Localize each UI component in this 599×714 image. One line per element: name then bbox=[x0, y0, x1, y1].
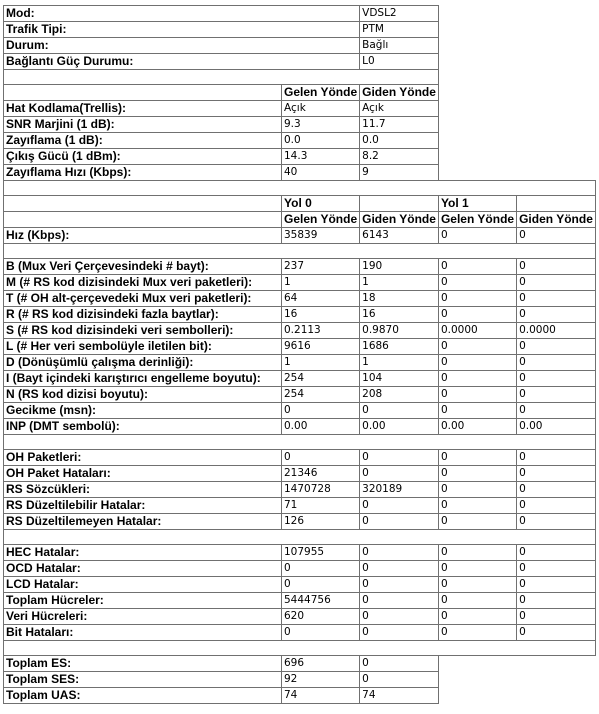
column-header-downstream: Gelen Yönde bbox=[282, 85, 360, 101]
error-counter-value: 0 bbox=[517, 482, 596, 498]
framing-param-row bbox=[4, 307, 596, 323]
spacer-cell bbox=[4, 181, 596, 196]
framing-param-value: 0 bbox=[438, 403, 516, 419]
line-param-label: Çıkış Gücü (1 dBm): bbox=[4, 149, 282, 165]
error-counter-row bbox=[4, 498, 596, 514]
framing-param-value: 1686 bbox=[360, 339, 439, 355]
atm-counter-value: 0 bbox=[360, 609, 439, 625]
framing-param-row bbox=[4, 259, 596, 275]
empty-cell bbox=[438, 6, 595, 22]
framing-param-value: 0 bbox=[438, 339, 516, 355]
empty-cell bbox=[438, 38, 595, 54]
empty-cell bbox=[438, 688, 595, 704]
framing-param-value: 0.0000 bbox=[517, 323, 596, 339]
line-header-row bbox=[4, 85, 596, 101]
line-param-value: 0.0 bbox=[360, 133, 439, 149]
atm-counter-label: Toplam Hücreler: bbox=[4, 593, 282, 609]
framing-param-value: 0.00 bbox=[360, 419, 439, 435]
error-counter-row bbox=[4, 450, 596, 466]
spacer-row bbox=[4, 530, 596, 545]
error-counter-value: 0 bbox=[438, 450, 516, 466]
empty-cell bbox=[438, 133, 595, 149]
empty-cell bbox=[438, 54, 595, 70]
error-counter-value: 1470728 bbox=[282, 482, 360, 498]
rate-value: 0 bbox=[438, 228, 516, 244]
framing-param-row bbox=[4, 323, 596, 339]
framing-param-value: 0 bbox=[438, 259, 516, 275]
info-row bbox=[4, 22, 596, 38]
atm-counter-label: LCD Hatalar: bbox=[4, 577, 282, 593]
error-counter-value: 0 bbox=[360, 450, 439, 466]
atm-counter-value: 107955 bbox=[282, 545, 360, 561]
framing-param-label: I (Bayt içindeki karıştırıcı engelleme boyutu): bbox=[4, 371, 282, 387]
atm-counter-value: 0 bbox=[517, 593, 596, 609]
error-counter-value: 0 bbox=[438, 514, 516, 530]
atm-counter-row bbox=[4, 593, 596, 609]
total-counter-value: 696 bbox=[282, 656, 360, 672]
framing-param-value: 0.00 bbox=[282, 419, 360, 435]
atm-counter-value: 0 bbox=[517, 545, 596, 561]
header-blank bbox=[4, 212, 282, 228]
framing-param-value: 0.00 bbox=[517, 419, 596, 435]
header-blank bbox=[517, 196, 596, 212]
direction-header: Giden Yönde bbox=[517, 212, 596, 228]
atm-counter-label: Bit Hataları: bbox=[4, 625, 282, 641]
info-row bbox=[4, 6, 596, 22]
spacer-cell bbox=[4, 641, 596, 656]
error-counter-value: 0 bbox=[360, 514, 439, 530]
atm-counter-value: 0 bbox=[282, 561, 360, 577]
error-counter-label: OH Paket Hataları: bbox=[4, 466, 282, 482]
line-param-value: Açık bbox=[282, 101, 360, 117]
direction-header-row bbox=[4, 212, 596, 228]
empty-cell bbox=[438, 165, 595, 181]
atm-counter-value: 0 bbox=[360, 625, 439, 641]
line-param-value: 8.2 bbox=[360, 149, 439, 165]
info-label: Trafik Tipi: bbox=[4, 22, 360, 38]
error-counter-value: 0 bbox=[517, 514, 596, 530]
framing-param-row bbox=[4, 275, 596, 291]
framing-param-value: 0 bbox=[517, 307, 596, 323]
error-counter-row bbox=[4, 482, 596, 498]
framing-param-value: 0 bbox=[438, 355, 516, 371]
total-counter-row bbox=[4, 672, 596, 688]
atm-counter-value: 0 bbox=[517, 577, 596, 593]
total-counter-value: 0 bbox=[360, 656, 439, 672]
line-param-value: 9.3 bbox=[282, 117, 360, 133]
framing-param-row bbox=[4, 403, 596, 419]
line-param-row bbox=[4, 165, 596, 181]
framing-param-row bbox=[4, 339, 596, 355]
total-counter-value: 74 bbox=[282, 688, 360, 704]
rate-value: 0 bbox=[517, 228, 596, 244]
path-1-header: Yol 1 bbox=[438, 196, 516, 212]
framing-param-label: T (# OH alt-çerçevedeki Mux veri paketleri): bbox=[4, 291, 282, 307]
framing-param-label: B (Mux Veri Çerçevesindeki # bayt): bbox=[4, 259, 282, 275]
error-counter-value: 0 bbox=[517, 498, 596, 514]
atm-counter-value: 0 bbox=[438, 609, 516, 625]
line-param-value: 9 bbox=[360, 165, 439, 181]
atm-counter-value: 0 bbox=[517, 609, 596, 625]
framing-param-value: 0 bbox=[438, 387, 516, 403]
framing-param-label: Gecikme (msn): bbox=[4, 403, 282, 419]
framing-param-value: 1 bbox=[360, 355, 439, 371]
direction-header: Giden Yönde bbox=[360, 212, 439, 228]
error-counter-value: 126 bbox=[282, 514, 360, 530]
framing-param-value: 0 bbox=[517, 275, 596, 291]
empty-cell bbox=[438, 22, 595, 38]
line-param-row bbox=[4, 101, 596, 117]
error-counter-value: 0 bbox=[438, 498, 516, 514]
direction-header: Gelen Yönde bbox=[438, 212, 516, 228]
atm-counter-value: 0 bbox=[282, 625, 360, 641]
line-param-label: Hat Kodlama(Trellis): bbox=[4, 101, 282, 117]
line-param-label: Zayıflama (1 dB): bbox=[4, 133, 282, 149]
spacer-cell bbox=[4, 70, 439, 85]
total-counter-row bbox=[4, 688, 596, 704]
framing-param-label: S (# RS kod dizisindeki veri sembolleri): bbox=[4, 323, 282, 339]
framing-param-label: D (Dönüşümlü çalışma derinliği): bbox=[4, 355, 282, 371]
atm-counter-label: OCD Hatalar: bbox=[4, 561, 282, 577]
info-value: PTM bbox=[360, 22, 439, 38]
framing-param-value: 0.9870 bbox=[360, 323, 439, 339]
total-counter-label: Toplam SES: bbox=[4, 672, 282, 688]
direction-header: Gelen Yönde bbox=[282, 212, 360, 228]
error-counter-value: 320189 bbox=[360, 482, 439, 498]
framing-param-value: 0 bbox=[438, 371, 516, 387]
atm-counter-row bbox=[4, 545, 596, 561]
atm-counter-value: 0 bbox=[360, 577, 439, 593]
spacer-row bbox=[4, 181, 596, 196]
error-counter-value: 71 bbox=[282, 498, 360, 514]
spacer-cell bbox=[4, 435, 596, 450]
framing-param-label: M (# RS kod dizisindeki Mux veri paketleri): bbox=[4, 275, 282, 291]
empty-cell bbox=[438, 656, 595, 672]
atm-counter-value: 0 bbox=[360, 561, 439, 577]
spacer-row bbox=[4, 70, 596, 85]
atm-counter-row bbox=[4, 561, 596, 577]
atm-counter-row bbox=[4, 625, 596, 641]
framing-param-value: 0 bbox=[517, 339, 596, 355]
framing-param-value: 237 bbox=[282, 259, 360, 275]
rate-row bbox=[4, 228, 596, 244]
header-blank bbox=[4, 85, 282, 101]
error-counter-value: 0 bbox=[517, 466, 596, 482]
framing-param-value: 0 bbox=[517, 259, 596, 275]
framing-param-row bbox=[4, 355, 596, 371]
error-counter-label: RS Sözcükleri: bbox=[4, 482, 282, 498]
framing-param-value: 0.2113 bbox=[282, 323, 360, 339]
error-counter-value: 0 bbox=[360, 498, 439, 514]
framing-param-value: 1 bbox=[360, 275, 439, 291]
atm-counter-value: 0 bbox=[438, 593, 516, 609]
total-counter-value: 0 bbox=[360, 672, 439, 688]
error-counter-value: 0 bbox=[517, 450, 596, 466]
info-value: VDSL2 bbox=[360, 6, 439, 22]
info-label: Durum: bbox=[4, 38, 360, 54]
empty-cell bbox=[438, 85, 595, 101]
framing-param-value: 0 bbox=[517, 403, 596, 419]
line-param-value: 40 bbox=[282, 165, 360, 181]
error-counter-label: OH Paketleri: bbox=[4, 450, 282, 466]
framing-param-value: 190 bbox=[360, 259, 439, 275]
framing-param-value: 16 bbox=[360, 307, 439, 323]
framing-param-value: 0 bbox=[438, 275, 516, 291]
atm-counter-value: 0 bbox=[438, 561, 516, 577]
atm-counter-value: 0 bbox=[438, 545, 516, 561]
framing-param-value: 254 bbox=[282, 387, 360, 403]
framing-param-value: 0 bbox=[438, 291, 516, 307]
framing-param-value: 0 bbox=[282, 403, 360, 419]
empty-cell bbox=[438, 149, 595, 165]
framing-param-value: 208 bbox=[360, 387, 439, 403]
framing-param-value: 104 bbox=[360, 371, 439, 387]
error-counter-value: 21346 bbox=[282, 466, 360, 482]
framing-param-value: 0 bbox=[517, 371, 596, 387]
framing-param-label: INP (DMT sembolü): bbox=[4, 419, 282, 435]
info-value: L0 bbox=[360, 54, 439, 70]
atm-counter-label: HEC Hatalar: bbox=[4, 545, 282, 561]
empty-cell bbox=[438, 117, 595, 133]
error-counter-value: 0 bbox=[438, 466, 516, 482]
total-counter-row bbox=[4, 656, 596, 672]
framing-param-value: 0 bbox=[517, 291, 596, 307]
spacer-cell bbox=[4, 530, 596, 545]
atm-counter-value: 0 bbox=[517, 561, 596, 577]
framing-param-row bbox=[4, 291, 596, 307]
rate-value: 35839 bbox=[282, 228, 360, 244]
line-param-row bbox=[4, 133, 596, 149]
framing-param-row bbox=[4, 371, 596, 387]
total-counter-label: Toplam ES: bbox=[4, 656, 282, 672]
error-counter-label: RS Düzeltilemeyen Hatalar: bbox=[4, 514, 282, 530]
spacer-row bbox=[4, 244, 596, 259]
framing-param-value: 18 bbox=[360, 291, 439, 307]
framing-param-label: R (# RS kod dizisindeki fazla baytlar): bbox=[4, 307, 282, 323]
atm-counter-value: 620 bbox=[282, 609, 360, 625]
atm-counter-row bbox=[4, 609, 596, 625]
framing-param-label: L (# Her veri sembolüyle iletilen bit): bbox=[4, 339, 282, 355]
framing-param-value: 0.0000 bbox=[438, 323, 516, 339]
error-counter-value: 0 bbox=[438, 482, 516, 498]
info-label: Bağlantı Güç Durumu: bbox=[4, 54, 360, 70]
total-counter-label: Toplam UAS: bbox=[4, 688, 282, 704]
framing-param-value: 1 bbox=[282, 275, 360, 291]
error-counter-label: RS Düzeltilebilir Hatalar: bbox=[4, 498, 282, 514]
path-header-row bbox=[4, 196, 596, 212]
spacer-row bbox=[4, 435, 596, 450]
info-value: Bağlı bbox=[360, 38, 439, 54]
path-0-header: Yol 0 bbox=[282, 196, 360, 212]
total-counter-value: 74 bbox=[360, 688, 439, 704]
framing-param-row bbox=[4, 387, 596, 403]
empty-cell bbox=[438, 672, 595, 688]
error-counter-row bbox=[4, 466, 596, 482]
atm-counter-value: 0 bbox=[438, 625, 516, 641]
framing-param-value: 0 bbox=[517, 387, 596, 403]
error-counter-row bbox=[4, 514, 596, 530]
atm-counter-value: 0 bbox=[438, 577, 516, 593]
empty-cell bbox=[438, 101, 595, 117]
line-param-value: Açık bbox=[360, 101, 439, 117]
framing-param-value: 0.00 bbox=[438, 419, 516, 435]
framing-param-value: 0 bbox=[360, 403, 439, 419]
spacer-cell bbox=[4, 244, 596, 259]
header-blank bbox=[4, 196, 282, 212]
column-header-upstream: Giden Yönde bbox=[360, 85, 439, 101]
line-param-row bbox=[4, 117, 596, 133]
atm-counter-value: 0 bbox=[360, 545, 439, 561]
empty-cell bbox=[438, 70, 595, 85]
framing-param-value: 1 bbox=[282, 355, 360, 371]
line-param-value: 11.7 bbox=[360, 117, 439, 133]
atm-counter-value: 0 bbox=[517, 625, 596, 641]
framing-param-value: 0 bbox=[517, 355, 596, 371]
spacer-row bbox=[4, 641, 596, 656]
atm-counter-value: 5444756 bbox=[282, 593, 360, 609]
line-param-value: 0.0 bbox=[282, 133, 360, 149]
info-row bbox=[4, 54, 596, 70]
framing-param-value: 64 bbox=[282, 291, 360, 307]
rate-label: Hız (Kbps): bbox=[4, 228, 282, 244]
info-label: Mod: bbox=[4, 6, 360, 22]
total-counter-value: 92 bbox=[282, 672, 360, 688]
info-row bbox=[4, 38, 596, 54]
framing-param-value: 254 bbox=[282, 371, 360, 387]
atm-counter-value: 0 bbox=[282, 577, 360, 593]
atm-counter-value: 0 bbox=[360, 593, 439, 609]
header-blank bbox=[360, 196, 439, 212]
atm-counter-row bbox=[4, 577, 596, 593]
framing-param-label: N (RS kod dizisi boyutu): bbox=[4, 387, 282, 403]
framing-param-value: 0 bbox=[438, 307, 516, 323]
error-counter-value: 0 bbox=[360, 466, 439, 482]
framing-param-value: 16 bbox=[282, 307, 360, 323]
line-param-label: SNR Marjini (1 dB): bbox=[4, 117, 282, 133]
line-param-row bbox=[4, 149, 596, 165]
error-counter-value: 0 bbox=[282, 450, 360, 466]
framing-param-value: 9616 bbox=[282, 339, 360, 355]
rate-value: 6143 bbox=[360, 228, 439, 244]
line-param-value: 14.3 bbox=[282, 149, 360, 165]
line-param-label: Zayıflama Hızı (Kbps): bbox=[4, 165, 282, 181]
dsl-statistics-table bbox=[3, 5, 596, 704]
framing-param-row bbox=[4, 419, 596, 435]
atm-counter-label: Veri Hücreleri: bbox=[4, 609, 282, 625]
